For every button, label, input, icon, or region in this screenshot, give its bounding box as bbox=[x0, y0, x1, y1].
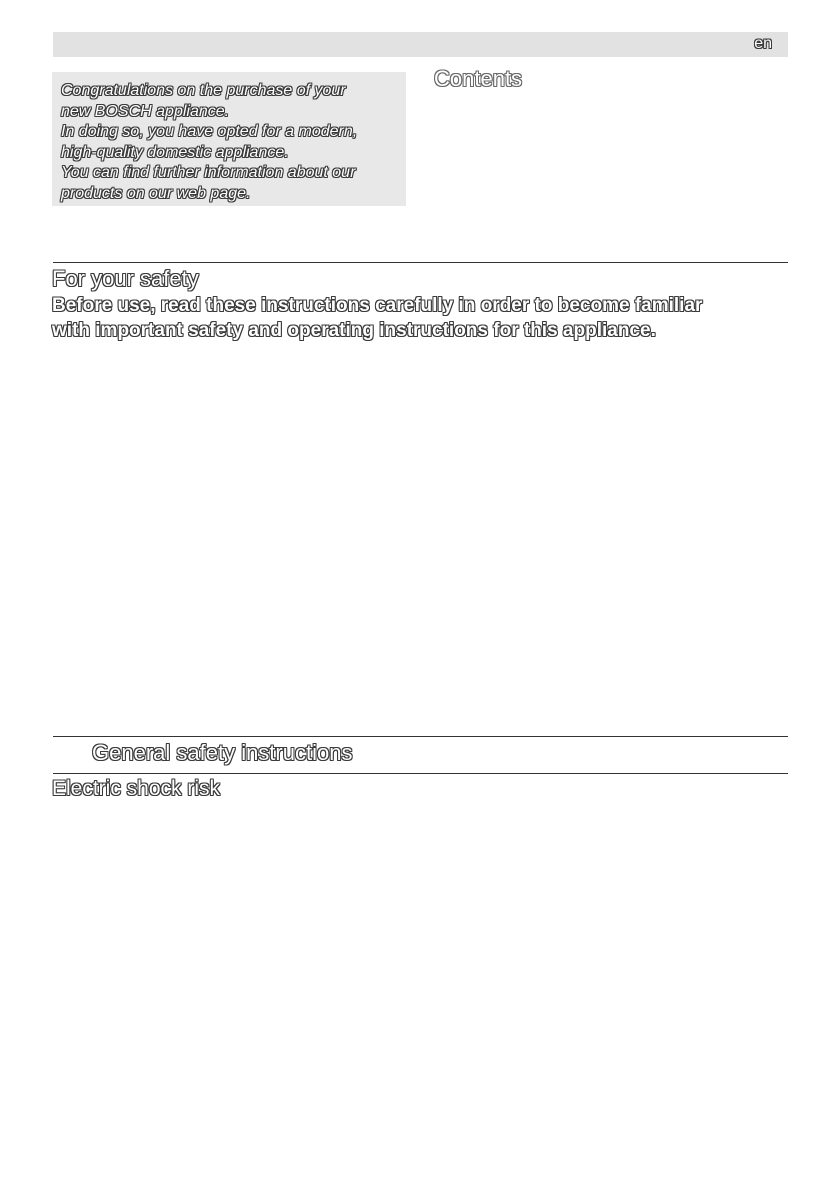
contents-heading: Contents bbox=[434, 66, 523, 91]
intro-line: Congratulations on the purchase of your bbox=[61, 82, 346, 99]
intro-line: You can find further information about our bbox=[61, 164, 356, 181]
intro-line: high-quality domestic appliance. bbox=[61, 143, 289, 161]
section-divider bbox=[53, 262, 788, 263]
general-safety-heading: General safety instructions bbox=[92, 740, 353, 765]
safety-line: with important safety and operating instructions for this appliance. bbox=[52, 320, 656, 341]
language-code: en bbox=[754, 35, 772, 52]
intro-line: new BOSCH appliance. bbox=[61, 102, 230, 120]
intro-line: products on our web page. bbox=[61, 184, 251, 202]
safety-line: Before use, read these instructions carefully in order to become familiar bbox=[52, 295, 703, 316]
safety-paragraph bbox=[52, 293, 797, 343]
section-divider bbox=[53, 736, 788, 737]
intro-box bbox=[52, 72, 406, 206]
header-bar bbox=[53, 32, 788, 57]
section-divider bbox=[53, 773, 788, 774]
safety-heading: For your safety bbox=[52, 266, 199, 291]
electric-shock-heading: Electric shock risk bbox=[52, 777, 221, 800]
intro-line: In doing so, you have opted for a modern, bbox=[61, 123, 358, 140]
